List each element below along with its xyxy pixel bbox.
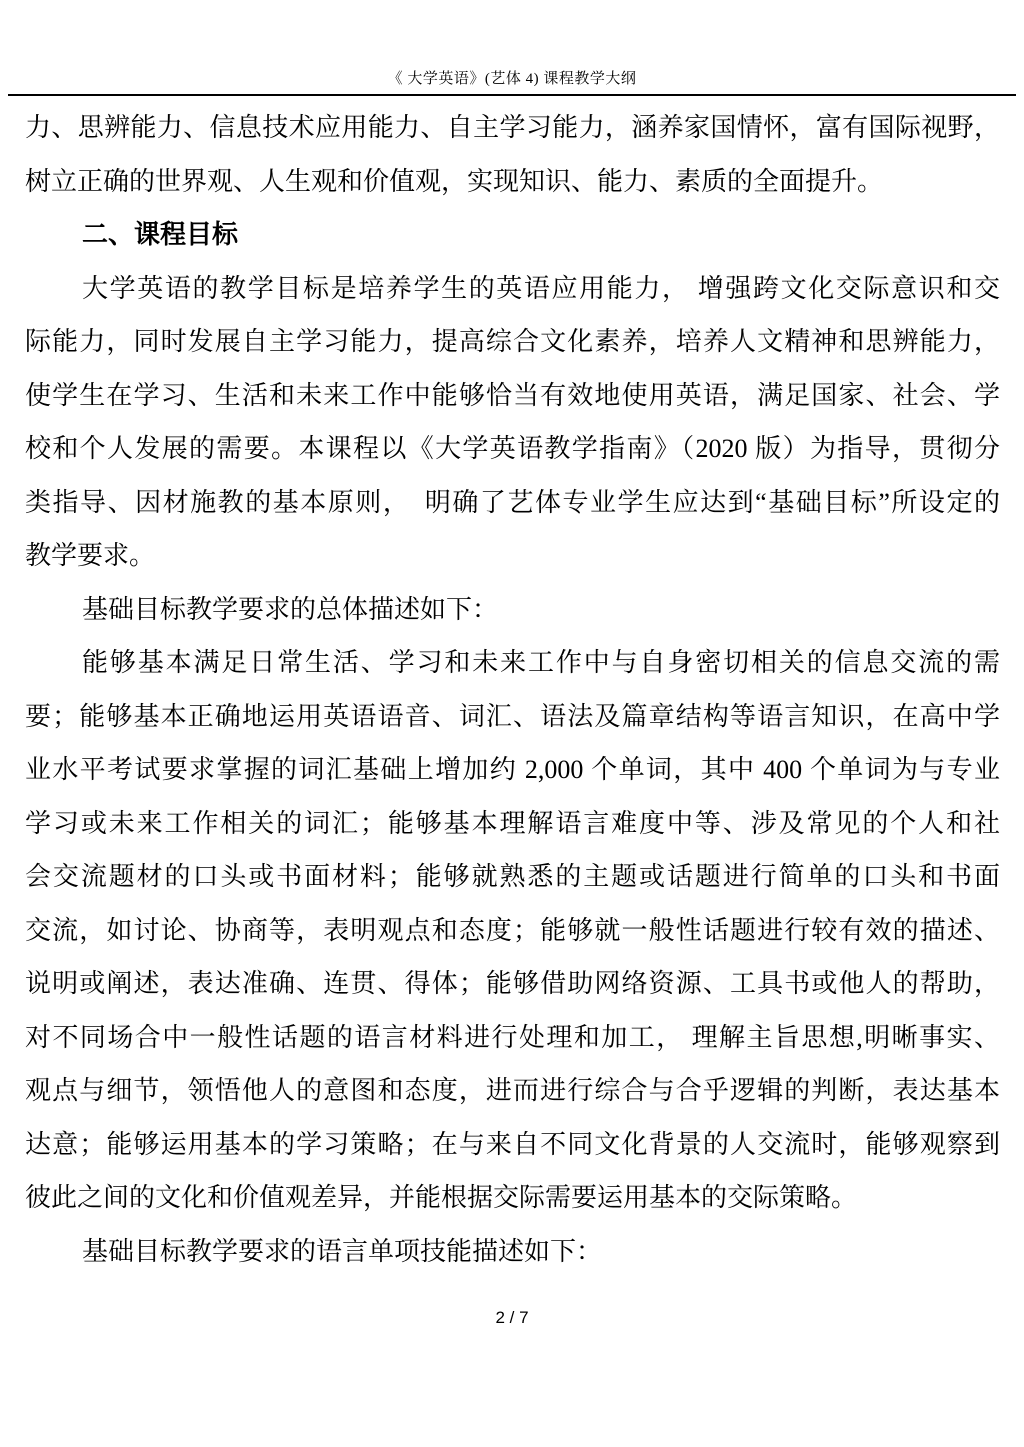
text-line: 类指导、因材施教的基本原则， 明确了艺体专业学生应达到“基础目标”所设定的 xyxy=(25,487,1000,517)
page-number: 2 / 7 xyxy=(495,1308,529,1327)
text-line: 使学生在学习、生活和未来工作中能够恰当有效地使用英语，满足国家、社会、学 xyxy=(25,380,1000,410)
paragraph xyxy=(25,101,1000,208)
text-line: 交流，如讨论、协商等，表明观点和态度；能够就一般性话题进行较有效的描述、 xyxy=(25,915,1000,945)
text-line: 会交流题材的口头或书面材料；能够就熟悉的主题或话题进行简单的口头和书面 xyxy=(25,862,1000,891)
text-line: 对不同场合中一般性话题的语言材料进行处理和加工， 理解主旨思想,明晰事实、 xyxy=(25,1022,1000,1052)
text-line: 彼此之间的文化和价值观差异，并能根据交际需要运用基本的交际策略。 xyxy=(25,1183,858,1212)
text-line: 观点与细节，领悟他人的意图和态度，进而进行综合与合乎逻辑的判断，表达基本 xyxy=(25,1076,1000,1105)
text-line: 教学要求。 xyxy=(25,541,156,570)
section-heading xyxy=(25,208,1000,262)
text-line: 要；能够基本正确地运用英语语音、词汇、语法及篇章结构等语言知识，在高中学 xyxy=(25,701,1000,731)
text-line: 力、思辨能力、信息技术应用能力、自主学习能力，涵养家国情怀，富有国际视野， xyxy=(25,113,1000,142)
text-line: 基础目标教学要求的总体描述如下： xyxy=(82,594,499,624)
text-line: 能够基本满足日常生活、学习和未来工作中与自身密切相关的信息交流的需 xyxy=(82,648,1000,677)
text-line: 二、课程目标 xyxy=(82,220,239,249)
header-divider xyxy=(8,94,1016,96)
page-header xyxy=(0,0,1024,96)
paragraph xyxy=(25,636,1000,1225)
page-footer xyxy=(0,1305,1024,1331)
document-body xyxy=(25,101,1000,1278)
paragraph xyxy=(25,583,1000,637)
text-line: 际能力，同时发展自主学习能力，提高综合文化素养，培养人文精神和思辨能力， xyxy=(25,327,1000,356)
text-line: 说明或阐述，表达准确、连贯、得体；能够借助网络资源、工具书或他人的帮助， xyxy=(25,969,1000,998)
text-line: 学习或未来工作相关的词汇；能够基本理解语言难度中等、涉及常见的个人和社 xyxy=(25,808,1000,838)
paragraph xyxy=(25,262,1000,583)
text-line: 达意；能够运用基本的学习策略；在与来自不同文化背景的人交流时，能够观察到 xyxy=(25,1129,1000,1159)
text-line: 大学英语的教学目标是培养学生的英语应用能力， 增强跨文化交际意识和交 xyxy=(82,273,1000,303)
text-line: 业水平考试要求掌握的词汇基础上增加约 2,000 个单词，其中 400 个单词为与专业 xyxy=(25,755,1000,784)
paragraph xyxy=(25,1225,1000,1279)
header-title: 《 大学英语》(艺体 4) 课程教学大纲 xyxy=(387,71,637,87)
text-line: 树立正确的世界观、人生观和价值观，实现知识、能力、素质的全面提升。 xyxy=(25,166,884,196)
text-line: 基础目标教学要求的语言单项技能描述如下： xyxy=(82,1236,603,1266)
text-line: 校和个人发展的需要。本课程以《大学英语教学指南》（2020 版）为指导，贯彻分 xyxy=(25,434,1000,463)
